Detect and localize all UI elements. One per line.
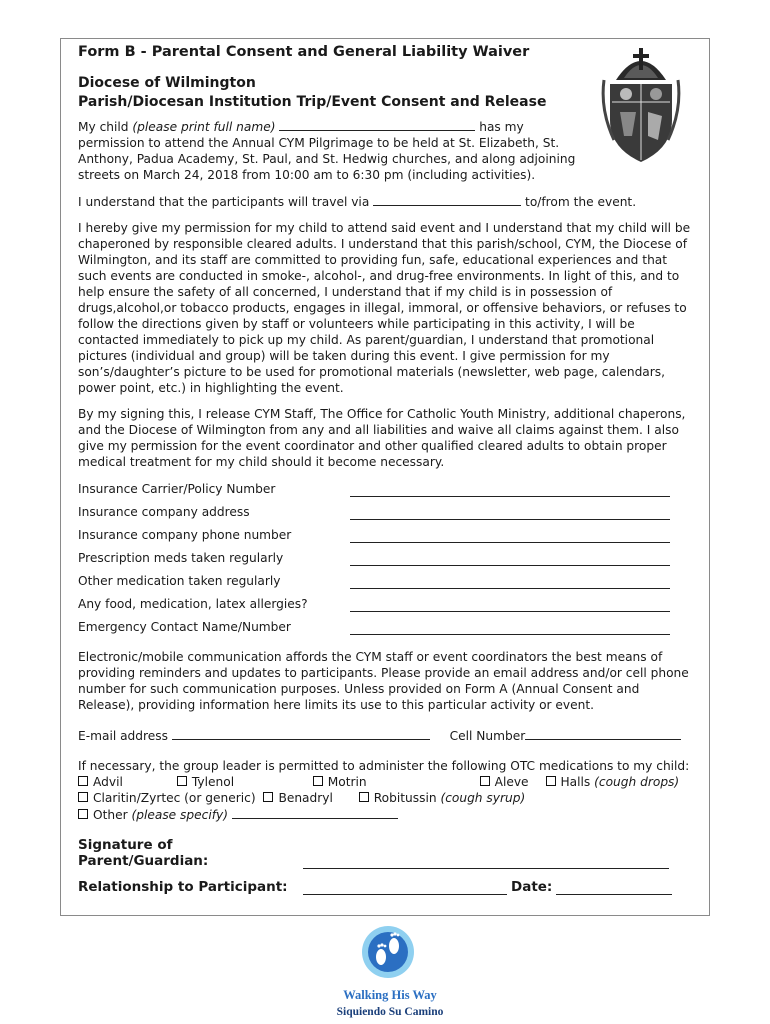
benadryl-checkbox[interactable] xyxy=(263,792,273,802)
robitussin-checkbox[interactable] xyxy=(359,792,369,802)
tylenol-checkbox[interactable] xyxy=(177,776,187,786)
insurance-row: Other medication taken regularly xyxy=(78,566,698,589)
signature-field[interactable] xyxy=(303,852,669,869)
footprints-icon xyxy=(330,924,450,984)
relationship-field[interactable] xyxy=(303,878,507,895)
claritin-checkbox[interactable] xyxy=(78,792,88,802)
travel-method-field[interactable] xyxy=(373,193,521,206)
logo-line-2: Siquiendo Su Camino xyxy=(336,1006,444,1018)
aleve-checkbox[interactable] xyxy=(480,776,490,786)
email-field[interactable] xyxy=(172,727,430,740)
insurance-row: Insurance company phone number xyxy=(78,520,698,543)
halls-checkbox[interactable] xyxy=(546,776,556,786)
med-row: Claritin/Zyrtec (or generic) Benadryl Robitussin (cough syrup) xyxy=(78,790,698,806)
insurance-row: Any food, medication, latex allergies? xyxy=(78,589,698,612)
insurance-carrier-field[interactable] xyxy=(350,483,670,497)
insurance-row: Prescription meds taken regularly xyxy=(78,543,698,566)
logo-line-1: Walking His Way xyxy=(343,988,437,1002)
child-name-field[interactable] xyxy=(279,118,475,131)
insurance-row: Insurance company address xyxy=(78,497,698,520)
walking-his-way-logo xyxy=(330,924,450,1020)
form-content xyxy=(78,44,698,895)
insurance-section xyxy=(78,474,698,635)
other-checkbox[interactable] xyxy=(78,809,88,819)
paragraph-consent: I hereby give my permission for my child to attend said event and I understand that my child will be chaperoned by responsible cleared adults. I understand that this parish/school, CYM, the Diocese of Wilmington, and its staff are committed to providing fun, safe, educational experiences and that such events are conducted in smoke-, alcohol-, and drug-free environments. In light of this, and to help ensure the safety of all concerned, I understand that if my child is in possession of drugs,alcohol,or tobacco products, engages in illegal, immoral, or offensive behaviors, or refuses to follow the directions given by staff or volunteers while participating in this activity, I will be contacted immediately to pick up my child. As parent/guardian, I understand that promotional pictures (individual and group) will be taken during this event. I give permission for my son’s/daughter’s picture to be used for promotional materials (newsletter, web page, calendars, power point, etc.) in highlighting the event. xyxy=(78,221,691,395)
date-field[interactable] xyxy=(556,878,672,895)
other-medication-field[interactable] xyxy=(350,575,670,589)
relationship-row: Relationship to Participant: Date: xyxy=(78,869,698,895)
insurance-row: Emergency Contact Name/Number xyxy=(78,612,698,635)
insurance-phone-field[interactable] xyxy=(350,529,670,543)
motrin-checkbox[interactable] xyxy=(313,776,323,786)
emergency-contact-field[interactable] xyxy=(350,621,670,635)
signature-row: Signature of Parent/Guardian: xyxy=(78,843,698,869)
med-row: Other (please specify) xyxy=(78,806,698,823)
insurance-address-field[interactable] xyxy=(350,506,670,520)
paragraph-permission: My child (please print full name) has my permission to attend the Annual CYM Pilgrimage to be held at St. Elizabeth, St. Anthony, Padua Academy, St. Paul, and St. Hedwig churches, and along adjoining streets on March 24, 2018 from 10:00 am to 6:30 pm (including activities). xyxy=(78,120,576,182)
form-subtitle: Parish/Diocesan Institution Trip/Event Consent and Release xyxy=(78,94,547,110)
cell-number-field[interactable] xyxy=(525,727,681,740)
form-title: Form B - Parental Consent and General Liability Waiver xyxy=(78,44,530,60)
paragraph-communication: Electronic/mobile communication affords the CYM staff or event coordinators the best means of providing reminders and updates to participants. Please provide an email address and/or cell phone number for such communication purposes. Unless provided on Form A (Annual Consent and Release), providing information here limits its use to this particular activity or event. xyxy=(78,650,689,712)
med-row: Advil Tylenol Motrin Aleve Halls (cough drops) xyxy=(78,774,698,790)
paragraph-travel: I understand that the participants will travel via to/from the event. xyxy=(78,195,637,209)
other-medication-specify-field[interactable] xyxy=(232,806,398,819)
contact-row: E-mail address Cell Number xyxy=(78,727,698,744)
prescription-meds-field[interactable] xyxy=(350,552,670,566)
advil-checkbox[interactable] xyxy=(78,776,88,786)
organization-name: Diocese of Wilmington xyxy=(78,75,256,91)
otc-section: If necessary, the group leader is permitted to administer the following OTC medications to my child: Advil Tylenol Motrin Aleve Halls (cough drops) Claritin/Zyrtec (or generic) Benadryl Robitussin (cough syrup) Other (please specify) xyxy=(78,758,698,823)
allergies-field[interactable] xyxy=(350,598,670,612)
insurance-row: Insurance Carrier/Policy Number xyxy=(78,474,698,497)
paragraph-release: By my signing this, I release CYM Staff, The Office for Catholic Youth Ministry, additional chaperons, and the Diocese of Wilmington from any and all liabilities and waive all claims against them. I also give my permission for the event coordinator and other qualified cleared adults to obtain proper medical treatment for my child should it become necessary. xyxy=(78,407,686,469)
